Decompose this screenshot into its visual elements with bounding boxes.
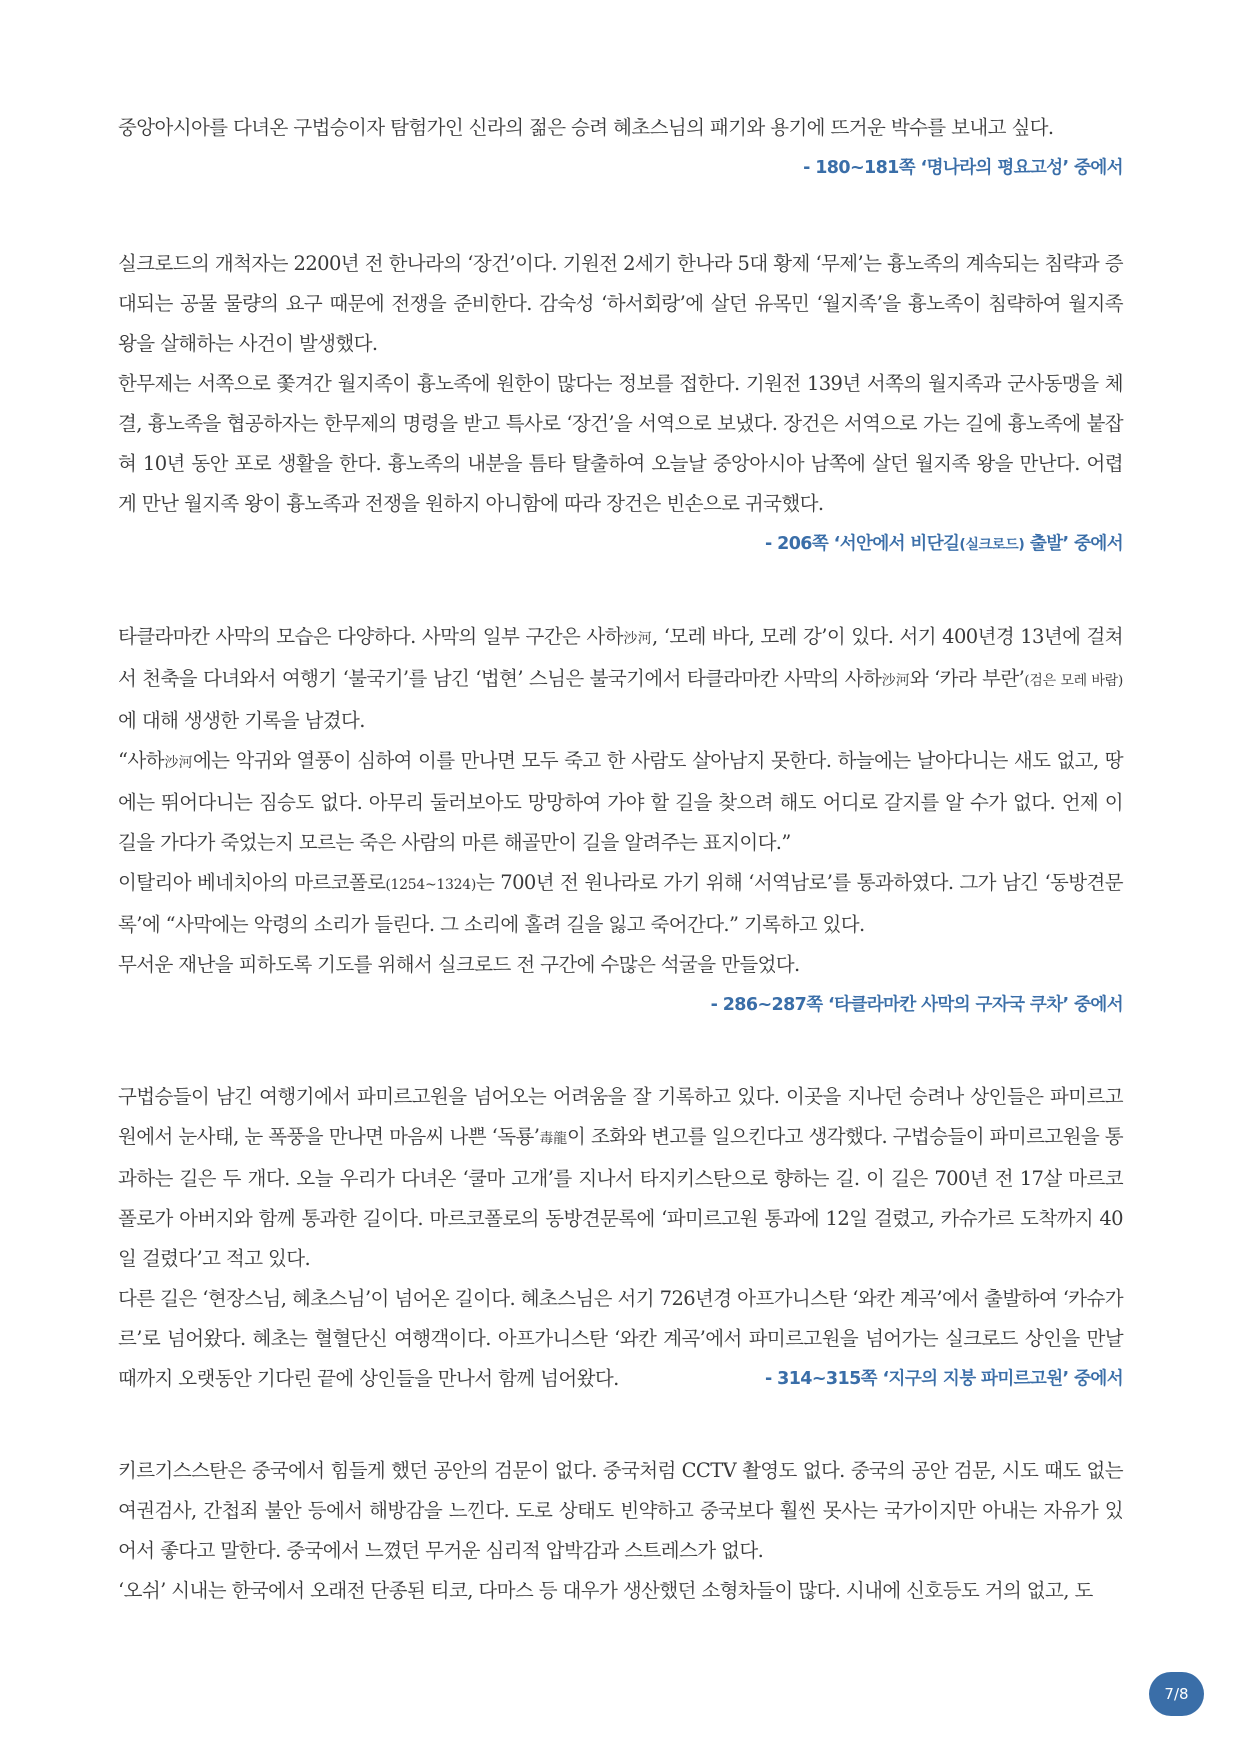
paragraph (118, 1077, 1123, 1279)
hanja-note: 毒龍 (539, 1131, 567, 1147)
inline-note: (1254~1324) (385, 877, 477, 893)
text-run: , ‘모레 바다, 모레 강’이 있다. 서기 400년경 13년에 걸쳐서 천축을 다녀와서 여행기 ‘불국기’를 남긴 ‘법현’ 스님은 불국기에서 타클라마칸 사막의 사하 (118, 625, 1123, 690)
citation-note: (실크로드) (959, 537, 1025, 553)
text-run: 와 ‘카라 부란’ (909, 667, 1025, 690)
text-run: 이탈리아 베네치아의 마르코폴로 (118, 871, 386, 894)
page-number-badge: 7/8 (1149, 1672, 1204, 1716)
citation (118, 524, 1123, 565)
paragraph (118, 1279, 1123, 1399)
text-run: 에는 악귀와 열풍이 심하여 이를 만나면 모두 죽고 한 사람도 살아남지 못한다. 하늘에는 날아다니는 새도 없고, 땅에는 뛰어다니는 짐승도 없다. 아무리 둘러보아도 망망하여 가야 할 길을 찾으려 해도 어디로 갈지를 알 수가 없다. 언제 이 길을 가다가 죽었는지 모르는 죽은 사람의 마른 해골만이 길을 알려주는 표지이다.” (118, 749, 1123, 854)
text-run: “사하 (118, 749, 164, 772)
paragraph: 키르기스스탄은 중국에서 힘들게 했던 공안의 검문이 없다. 중국처럼 CCTV 촬영도 없다. 중국의 공안 검문, 시도 때도 없는 여권검사, 간첩죄 불안 등에서 해방감을 느낀다. 도로 상태도 빈약하고 중국보다 훨씬 못사는 국가이지만 아내는 자유가 있어서 좋다고 말한다. 중국에서 느꼈던 무거운 심리적 압박감과 스트레스가 없다. (118, 1459, 1123, 1562)
hanja-note: 沙河 (163, 755, 193, 771)
text-run: 에 대해 생생한 기록을 남겼다. (118, 709, 365, 732)
paragraph (118, 741, 1123, 863)
section-gap (118, 1399, 1123, 1451)
section-gap (118, 188, 1123, 244)
paragraph: 중앙아시아를 다녀온 구법승이자 탐험가인 신라의 젊은 승려 혜초스님의 패기와 용기에 뜨거운 박수를 보내고 싶다. (118, 116, 1054, 139)
hanja-note: 沙河 (622, 631, 653, 647)
text-run: 이 조화와 변고를 일으킨다고 생각했다. 구법승들이 파미르고원을 통과하는 길은 두 개다. 오늘 우리가 다녀온 ‘쿨마 고개’를 지나서 타지키스탄으로 향하는 길. 이 길은 700년 전 17살 마르코 폴로가 아버지와 함께 통과한 길이다. 마르코폴로의 동방견문록에 ‘파미르고원 통과에 12일 걸렸고, 카슈가르 도착까지 40일 걸렸다’고 적고 있다. (118, 1125, 1123, 1270)
citation: - 180~181쪽 ‘명나라의 평요고성’ 중에서 (803, 158, 1123, 178)
citation: - 286~287쪽 ‘타클라마칸 사막의 구자국 쿠차’ 중에서 (710, 995, 1123, 1015)
text-run: 다른 길은 ‘현장스님, 혜초스님’이 넘어온 길이다. 혜초스님은 서기 726년경 아프가니스탄 ‘와칸 계곡’에서 출발하여 ‘카슈가르’로 넘어왔다. 혜초는 혈혈단신 여행객이다. 아프가니스탄 ‘와칸 계곡’에서 파미르고원을 넘어가는 실크로드 상인을 만날 때까지 오랫동안 기다린 끝에 상인들을 만나서 함께 넘어왔다. (118, 1287, 1123, 1390)
text-run: 는 700년 전 원나라로 가기 위해 ‘서역남로’를 통과하였다. 그가 남긴 ‘동방견문록’에 “사막에는 악령의 소리가 들린다. 그 소리에 홀려 길을 잃고 죽어간다.” 기록하고 있다. (118, 871, 1123, 936)
page-content (118, 108, 1123, 1611)
inline-note: (검은 모레 바람) (1024, 673, 1123, 689)
paragraph: ‘오쉬’ 시내는 한국에서 오래전 단종된 티코, 다마스 등 대우가 생산했던 소형차들이 많다. 시내에 신호등도 거의 없고, 도 (118, 1579, 1093, 1602)
citation-text: - 206쪽 ‘서안에서 비단길 (764, 534, 960, 554)
citation: - 314~315쪽 ‘지구의 지붕 파미르고원’ 중에서 (764, 1369, 1123, 1389)
paragraph: 실크로드의 개척자는 2200년 전 한나라의 ‘장건’이다. 기원전 2세기 한나라 5대 황제 ‘무제’는 흉노족의 계속되는 침략과 증대되는 공물 물량의 요구 때문에 전쟁을 준비한다. 감숙성 ‘하서회랑’에 살던 유목민 ‘월지족’을 흉노족이 침략하여 월지족 왕을 살해하는 사건이 발생했다. (118, 252, 1123, 355)
text-run: 구법승들이 남긴 여행기에서 파미르고원을 넘어오는 어려움을 잘 기록하고 있다. 이곳을 지나던 승려나 상인들은 파미르고원에서 눈사태, 눈 폭풍을 만나면 마음씨 나쁜 ‘독룡’ (118, 1085, 1123, 1148)
paragraph: 무서운 재난을 피하도록 기도를 위해서 실크로드 전 구간에 수많은 석굴을 만들었다. (118, 953, 800, 976)
hanja-note: 沙河 (881, 673, 910, 689)
paragraph (118, 617, 1123, 741)
paragraph (118, 863, 1123, 945)
section-gap (118, 565, 1123, 617)
paragraph: 한무제는 서쪽으로 쫓겨간 월지족이 흉노족에 원한이 많다는 정보를 접한다. 기원전 139년 서쪽의 월지족과 군사동맹을 체결, 흉노족을 협공하자는 한무제의 명령을 받고 특사로 ‘장건’을 서역으로 보냈다. 장건은 서역으로 가는 길에 흉노족에 붙잡혀 10년 동안 포로 생활을 한다. 흉노족의 내분을 틈타 탈출하여 오늘날 중앙아시아 남쪽에 살던 월지족 왕을 만난다. 어렵게 만난 월지족 왕이 흉노족과 전쟁을 원하지 아니함에 따라 장건은 빈손으로 귀국했다. (118, 372, 1123, 515)
citation-text: 출발’ 중에서 (1024, 534, 1123, 554)
text-run: 타클라마칸 사막의 모습은 다양하다. 사막의 일부 구간은 사하 (118, 625, 623, 648)
section-gap (118, 1025, 1123, 1077)
